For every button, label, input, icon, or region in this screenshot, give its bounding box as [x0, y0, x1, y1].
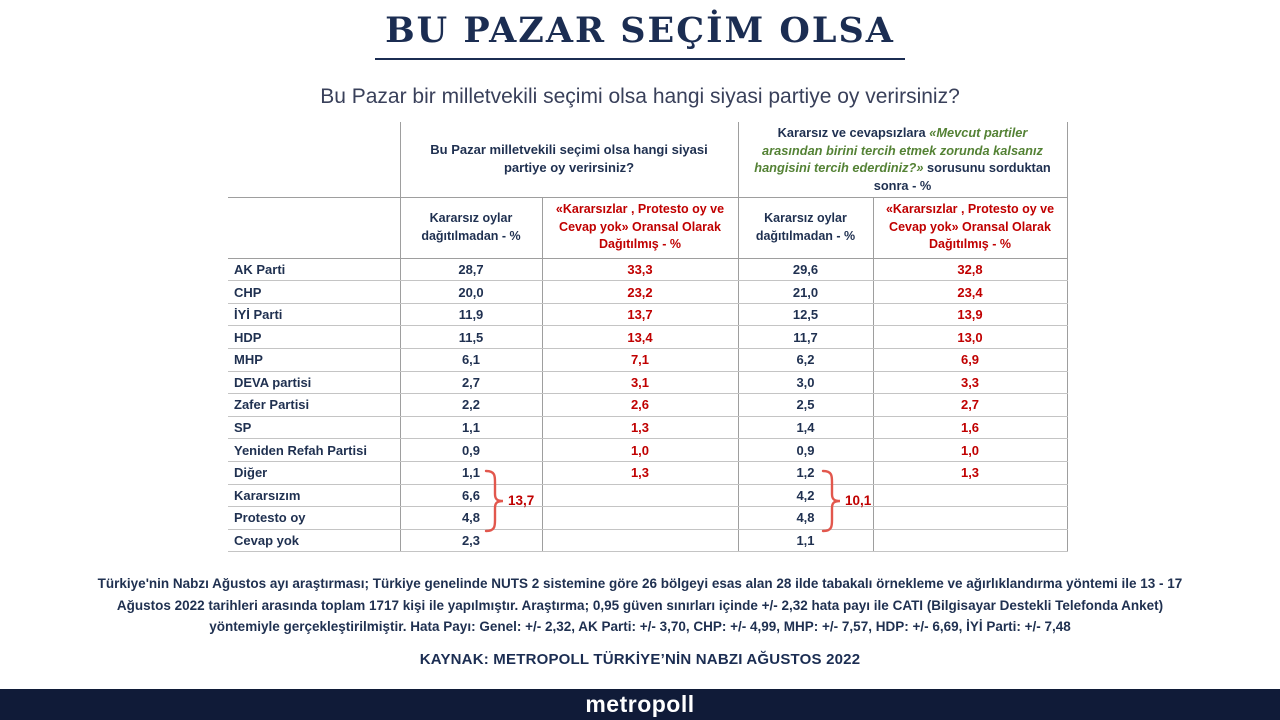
value-cell: 12,5	[738, 303, 873, 326]
value-cell: 29,6	[738, 258, 873, 281]
methodology-footnote	[60, 573, 1220, 638]
value-cell: 20,0	[400, 281, 542, 304]
value-cell: 13,9	[873, 303, 1067, 326]
value-cell: 6,9	[873, 349, 1067, 372]
value-cell: 4,8	[738, 507, 873, 530]
party-label: Zafer Partisi	[228, 394, 400, 417]
value-cell: 1,0	[873, 439, 1067, 462]
value-cell: 6,2	[738, 349, 873, 372]
party-label: AK Parti	[228, 258, 400, 281]
value-cell: 0,9	[738, 439, 873, 462]
value-cell	[873, 484, 1067, 507]
table-subheader-row	[228, 197, 1067, 258]
value-cell: 0,9	[400, 439, 542, 462]
group-header-this-sunday: Bu Pazar milletvekili seçimi olsa hangi siyasi partiye oy verirsiniz?	[400, 122, 738, 197]
title-block	[0, 10, 1280, 60]
table-row	[228, 439, 1067, 462]
value-cell: 1,2	[738, 461, 873, 484]
value-cell: 13,0	[873, 326, 1067, 349]
grouping-brace-left-icon	[484, 469, 504, 533]
party-label: İYİ Parti	[228, 303, 400, 326]
party-label: Protesto oy	[228, 507, 400, 530]
value-cell: 7,1	[542, 349, 738, 372]
bracket-total-right: 10,1	[845, 493, 872, 508]
value-cell: 13,7	[542, 303, 738, 326]
footnote-line-1: Türkiye'nin Nabzı Ağustos ayı araştırması; Türkiye genelinde NUTS 2 sistemine göre 26 bölgeyi esas alan 28 ilde tabakalı örnekleme ve ağırlıklandırma yöntemi ile 13 - 17	[97, 576, 1183, 591]
value-cell	[542, 484, 738, 507]
group2-quoted-question: «Mevcut partiler arasından birini tercih etmek zorunda kalsanız hangisini tercih ederdiniz?»	[754, 125, 1043, 176]
value-cell	[542, 507, 738, 530]
value-cell	[873, 529, 1067, 552]
value-cell: 1,1	[738, 529, 873, 552]
empty-corner-cell	[228, 122, 400, 197]
party-label: Cevap yok	[228, 529, 400, 552]
value-cell: 1,0	[542, 439, 738, 462]
table-row	[228, 349, 1067, 372]
source-line: KAYNAK: METROPOLL TÜRKİYE’NİN NABZI AĞUSTOS 2022	[419, 651, 861, 668]
value-cell: 13,4	[542, 326, 738, 349]
table-row	[228, 326, 1067, 349]
group2-prefix: Kararsız ve cevapsızlara	[777, 125, 930, 140]
subheader-undistributed-1: Kararsız oylar dağıtılmadan - %	[400, 197, 542, 258]
subheader-undistributed-2: Kararsız oylar dağıtılmadan - %	[738, 197, 873, 258]
value-cell: 21,0	[738, 281, 873, 304]
party-label: Diğer	[228, 461, 400, 484]
party-label: MHP	[228, 349, 400, 372]
value-cell: 2,7	[400, 371, 542, 394]
value-cell: 3,0	[738, 371, 873, 394]
party-label: DEVA partisi	[228, 371, 400, 394]
value-cell: 6,6	[400, 484, 542, 507]
subheader-distributed-1: «Kararsızlar , Protesto oy ve Cevap yok» Oransal Olarak Dağıtılmış - %	[542, 197, 738, 258]
empty-subheader-cell	[228, 197, 400, 258]
value-cell	[542, 529, 738, 552]
table-row	[228, 303, 1067, 326]
group-header-after-question	[738, 122, 1067, 197]
value-cell: 23,4	[873, 281, 1067, 304]
value-cell: 6,1	[400, 349, 542, 372]
value-cell: 32,8	[873, 258, 1067, 281]
value-cell: 1,1	[400, 416, 542, 439]
value-cell: 1,6	[873, 416, 1067, 439]
value-cell: 2,3	[400, 529, 542, 552]
table-row	[228, 507, 1067, 530]
footnote-line-2: Ağustos 2022 tarihleri arasında toplam 1717 kişi ile yapılmıştır. Araştırma; 0,95 güven sınırları içinde +/- 2,32 hata payı ile CATI (Bilgisayar Destekli Telefonda Anket)	[116, 597, 1164, 613]
table-row	[228, 529, 1067, 552]
value-cell: 3,1	[542, 371, 738, 394]
value-cell: 2,7	[873, 394, 1067, 417]
value-cell: 1,3	[873, 461, 1067, 484]
group2-suffix: sorusunu sorduktan sonra - %	[873, 160, 1051, 193]
poll-table	[228, 122, 1068, 552]
value-cell: 3,3	[873, 371, 1067, 394]
party-label: Kararsızım	[228, 484, 400, 507]
party-label: SP	[228, 416, 400, 439]
value-cell: 1,3	[542, 461, 738, 484]
table-row	[228, 461, 1067, 484]
footer-bar	[0, 689, 1280, 720]
page-subtitle: Bu Pazar bir milletvekili seçimi olsa hangi siyasi partiye oy verirsiniz?	[320, 85, 960, 108]
value-cell: 4,8	[400, 507, 542, 530]
page-title: BU PAZAR SEÇİM OLSA	[375, 10, 905, 60]
table-row	[228, 394, 1067, 417]
value-cell: 11,9	[400, 303, 542, 326]
table-row	[228, 484, 1067, 507]
value-cell: 2,2	[400, 394, 542, 417]
value-cell: 1,4	[738, 416, 873, 439]
poll-table-container	[228, 122, 1067, 552]
value-cell: 2,5	[738, 394, 873, 417]
subheader-distributed-2: «Kararsızlar , Protesto oy ve Cevap yok» Oransal Olarak Dağıtılmış - %	[873, 197, 1067, 258]
value-cell: 4,2	[738, 484, 873, 507]
party-label: Yeniden Refah Partisi	[228, 439, 400, 462]
value-cell: 1,3	[542, 416, 738, 439]
bracket-total-left: 13,7	[508, 493, 535, 508]
grouping-brace-right-icon	[821, 469, 841, 533]
table-row	[228, 371, 1067, 394]
value-cell: 2,6	[542, 394, 738, 417]
value-cell: 23,2	[542, 281, 738, 304]
table-row	[228, 281, 1067, 304]
value-cell	[873, 507, 1067, 530]
party-label: CHP	[228, 281, 400, 304]
table-group-header-row	[228, 122, 1067, 197]
value-cell: 11,5	[400, 326, 542, 349]
value-cell: 11,7	[738, 326, 873, 349]
table-row	[228, 258, 1067, 281]
party-label: HDP	[228, 326, 400, 349]
table-row	[228, 416, 1067, 439]
footnote-line-3: yöntemiyle gerçekleştirilmiştir. Hata Payı: Genel: +/- 2,32, AK Parti: +/- 3,70, CHP: +/- 4,99, MHP: +/- 7,57, HDP: +/- 6,69, İYİ Parti: +/- 7,48	[209, 619, 1071, 635]
value-cell: 1,1	[400, 461, 542, 484]
metropoll-logo: metropoll	[585, 691, 695, 717]
value-cell: 28,7	[400, 258, 542, 281]
value-cell: 33,3	[542, 258, 738, 281]
